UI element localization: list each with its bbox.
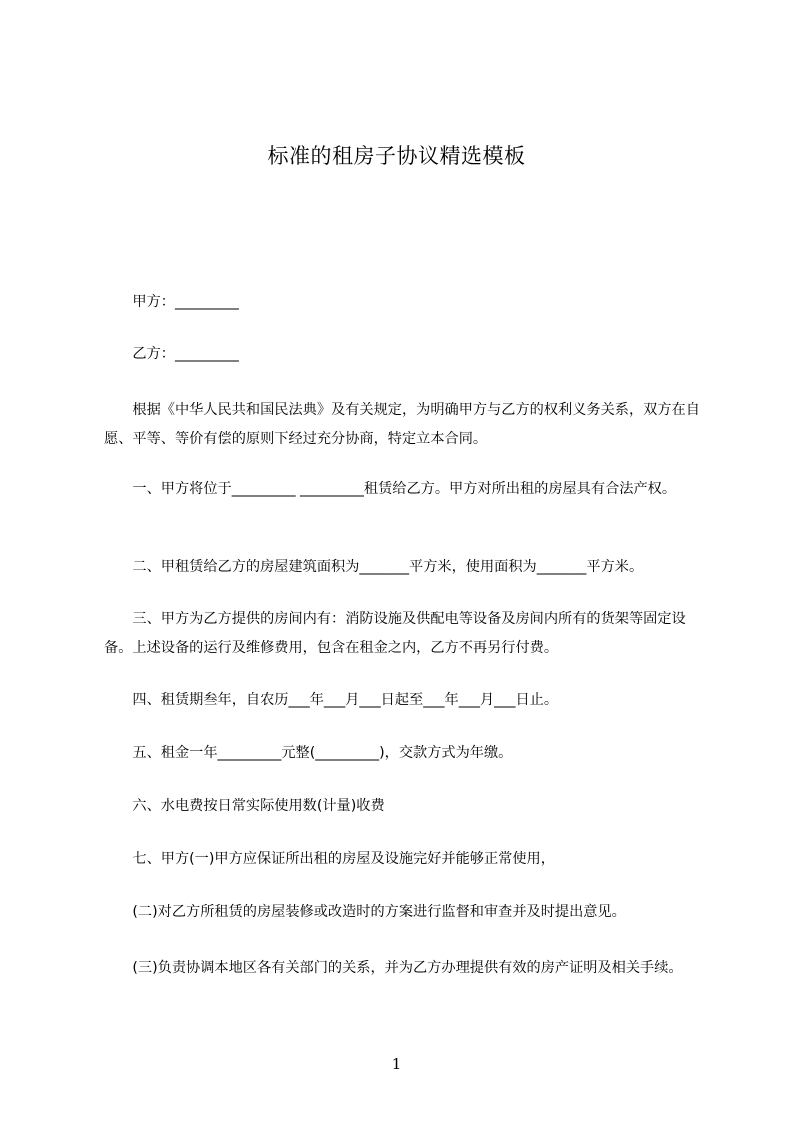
clause-4-paragraph: 四、租赁期叁年，自农历___年___月___日起至___年___月___日止。: [104, 692, 559, 708]
clause-3-paragraph: 三、甲方为乙方提供的房间内有：消防设施及供配电等设备及房间内所有的货架等固定设备。上述设备的运行及维修费用，包含在租金之内，乙方不再另行付费。: [104, 611, 686, 656]
preamble-paragraph: 根据《中华人民共和国民法典》及有关规定，为明确甲方与乙方的权利义务关系，双方在自愿、平等、等价有偿的原则下经过充分协商，特定立本合同。: [104, 402, 700, 447]
page-number: 1: [391, 1055, 402, 1073]
clause-1-paragraph: 一、甲方将位于_________ _________租赁给乙方。甲方对所出租的房屋具有合法产权。: [104, 481, 677, 497]
clause-2-paragraph: 二、甲租赁给乙方的房屋建筑面积为_______平方米，使用面积为_______平方米。: [104, 559, 644, 575]
clause-7-item-2-paragraph: (二)对乙方所租赁的房屋装修或改造时的方案进行监督和审查并及时提出意见。: [104, 904, 626, 920]
clause-7-item-3-paragraph: (三)负责协调本地区各有关部门的关系，并为乙方办理提供有效的房产证明及相关手续。: [104, 960, 683, 976]
party-b-line: 乙方：_________: [104, 346, 239, 362]
clause-6-paragraph: 六、水电费按日常实际使用数(计量)收费: [104, 798, 385, 814]
document-title: 标准的租房子协议精选模板: [267, 144, 526, 168]
clause-7-paragraph: 七、甲方(一)甲方应保证所出租的房屋及设施完好并能够正常使用，: [104, 851, 555, 867]
party-a-line: 甲方：_________: [104, 294, 239, 310]
clause-5-paragraph: 五、租金一年_________元整(_________)，交款方式为年缴。: [104, 745, 513, 761]
